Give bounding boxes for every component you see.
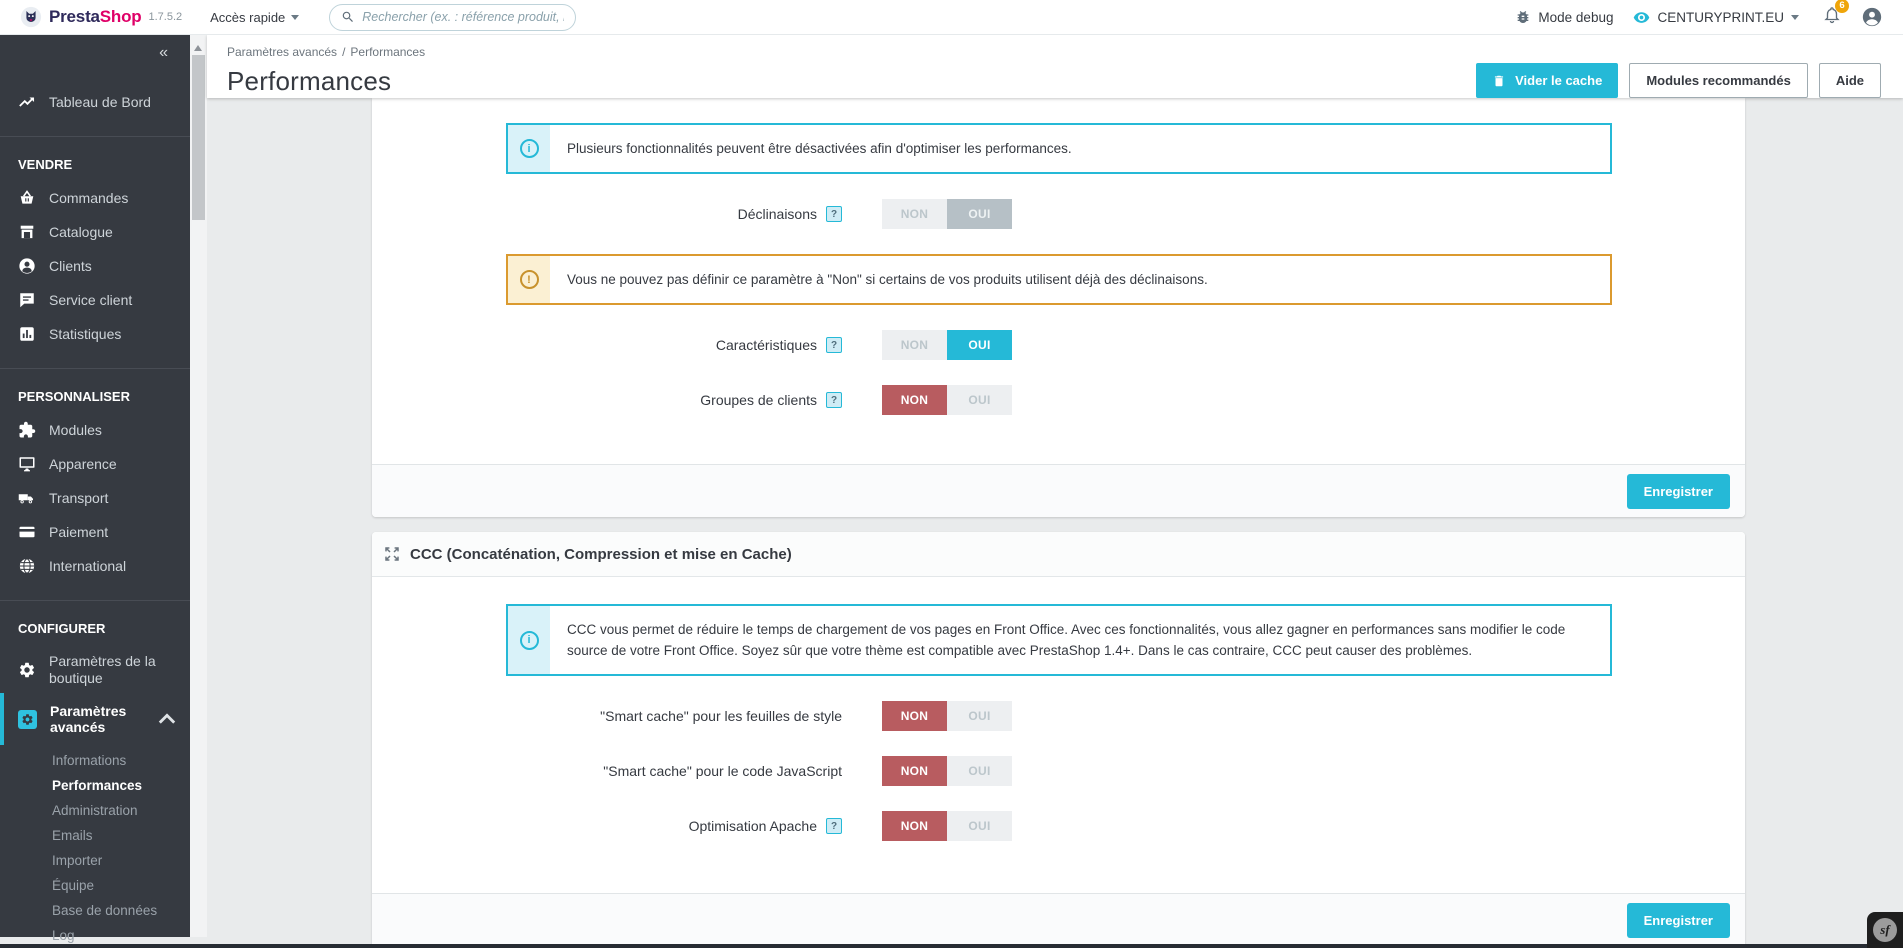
brand-wordmark: PrestaShop [49,7,142,26]
prestashop-cat-icon [20,6,42,28]
ccc-panel-header [372,532,1745,577]
clear-cache-button[interactable]: Vider le cache [1476,63,1618,98]
help-icon[interactable]: ? [826,337,842,353]
trash-icon [1492,74,1506,88]
toggle-non[interactable]: NON [882,701,947,731]
caracteristiques-toggle [882,330,1012,360]
shop-switcher[interactable] [1633,9,1799,26]
breadcrumb: Paramètres avancés / Performances [227,45,426,59]
sidebar [0,35,190,943]
declinaisons-toggle [882,199,1012,229]
sidebar-item-commandes[interactable]: Commandes [0,181,190,215]
toggle-oui[interactable]: OUI [947,701,1012,731]
ccc-info-alert [506,604,1612,676]
help-icon[interactable]: ? [826,206,842,222]
search-input[interactable] [362,10,564,24]
ccc-panel-footer [372,893,1745,946]
smart-cache-css-toggle [882,701,1012,731]
sidebar-item-transport[interactable]: Transport [0,481,190,515]
toggle-oui[interactable]: OUI [947,199,1012,229]
sidebar-item-service-client[interactable]: Service client [0,283,190,317]
monitor-icon [18,455,36,473]
sidebar-collapse-button[interactable]: « [159,44,168,61]
info-icon: i [520,139,539,158]
quick-access-dropdown[interactable]: Accès rapide [210,10,299,25]
toggle-non[interactable]: NON [882,199,947,229]
submenu-item-log[interactable]: Log [52,928,75,943]
toggle-oui[interactable]: OUI [947,330,1012,360]
breadcrumb-parent[interactable]: Paramètres avancés [227,45,338,59]
warning-alert-text: Vous ne pouvez pas définir ce paramètre à "Non" si certains de vos produits utilisent déjà des déclinaisons. [550,256,1610,303]
bug-icon [1515,9,1531,25]
setting-label: Déclinaisons [737,206,817,222]
symfony-profiler-badge[interactable] [1867,912,1903,948]
version-label: 1.7.5.2 [148,11,183,23]
setting-row-smart-cache-js [372,756,1745,786]
scrollbar-thumb[interactable] [192,55,205,220]
chevron-up-icon [158,710,176,728]
setting-row-groupes-clients [372,385,1745,415]
avatar[interactable] [1861,6,1883,28]
sidebar-item-parametres-avances[interactable]: Paramètres avancés [0,695,190,743]
search-icon [341,10,355,24]
credit-card-icon [18,523,36,541]
page-header [207,35,1903,98]
setting-label: Optimisation Apache [688,818,817,834]
sidebar-scrollbar[interactable] [190,35,207,937]
help-icon[interactable]: ? [826,392,842,408]
bar-chart-icon [18,325,36,343]
info-alert-text: Plusieurs fonctionnalités peuvent être désactivées afin d'optimiser les performances. [550,125,1610,172]
caret-down-icon [1791,15,1799,24]
prestashop-logo[interactable] [20,6,141,28]
toggle-non[interactable]: NON [882,385,947,415]
recommended-modules-button[interactable]: Modules recommandés [1629,63,1808,98]
ccc-info-alert-text: CCC vous permet de réduire le temps de chargement de vos pages en Front Office. Avec ces fonctionnalités, vous allez gagner en performances sans modifier le code source de votre Front Office. Soyez sûr que votre thème est compatible avec PrestaShop 1.4+. Dans le cas contraire, CCC peut causer des problèmes. [550,606,1610,674]
smart-cache-js-toggle [882,756,1012,786]
notification-count-badge: 6 [1835,0,1849,13]
submenu-item-administration[interactable]: Administration [52,803,138,818]
eye-icon [1633,9,1650,26]
search-bar[interactable] [329,4,576,31]
setting-row-smart-cache-css [372,701,1745,731]
setting-label: Caractéristiques [715,337,817,353]
sidebar-item-paiement[interactable]: Paiement [0,515,190,549]
general-settings-panel [372,98,1745,517]
setting-label: Groupes de clients [700,392,817,408]
toggle-non[interactable]: NON [882,330,947,360]
sidebar-divider [0,600,190,601]
scrollbar-up-arrow-icon[interactable] [194,41,202,51]
setting-row-caracteristiques [372,330,1745,360]
sidebar-item-dashboard[interactable]: Tableau de Bord [0,85,190,119]
truck-icon [18,489,36,507]
toggle-non[interactable]: NON [882,756,947,786]
breadcrumb-current: Performances [350,45,426,59]
ccc-panel-title: CCC (Concaténation, Compression et mise en Cache) [410,545,792,563]
settings-applications-icon [18,710,37,729]
notifications-bell[interactable] [1823,0,1845,29]
topbar [0,0,1903,35]
general-panel-footer [372,464,1745,517]
shopping-basket-icon [18,189,36,207]
chat-icon [18,291,36,309]
debug-toolbar-bar [0,944,1903,948]
puzzle-icon [18,421,36,439]
submenu-item-emails[interactable]: Emails [52,828,93,843]
sidebar-item-statistiques[interactable]: Statistiques [0,317,190,351]
sidebar-item-clients[interactable]: Clients [0,249,190,283]
save-button[interactable]: Enregistrer [1627,903,1730,938]
sidebar-section-vendre: VENDRE [18,157,73,172]
submenu-item-importer[interactable]: Importer [52,853,103,868]
debug-mode[interactable] [1515,9,1613,25]
info-alert [506,123,1612,174]
submenu-item-informations[interactable]: Informations [52,753,127,768]
sidebar-item-apparence[interactable]: Apparence [0,447,190,481]
help-button[interactable]: Aide [1819,63,1881,98]
advanced-settings-submenu [0,743,190,948]
page-title: Performances [227,66,392,96]
debug-label: Mode debug [1538,9,1614,25]
toggle-oui[interactable]: OUI [947,756,1012,786]
sidebar-divider [0,136,190,137]
warning-alert [506,254,1612,305]
info-icon: i [520,631,539,650]
setting-label: "Smart cache" pour le code JavaScript [603,763,842,779]
shop-name: CENTURYPRINT.EU [1657,9,1784,25]
toggle-non[interactable]: NON [882,811,947,841]
warning-icon: ! [520,270,539,289]
sidebar-item-international[interactable]: International [0,549,190,583]
submenu-item-base-de-donnees[interactable]: Base de données [52,903,158,918]
submenu-item-performances[interactable]: Performances [52,778,143,793]
groupes-clients-toggle [882,385,1012,415]
sidebar-item-parametres-boutique[interactable]: Paramètres de la boutique [0,645,190,695]
submenu-item-equipe[interactable]: Équipe [52,878,95,893]
sidebar-section-personnaliser: PERSONNALISER [18,389,130,404]
expand-icon[interactable] [384,546,400,562]
optimisation-apache-toggle [882,811,1012,841]
symfony-logo-icon: sf [1873,918,1897,942]
globe-icon [18,557,36,575]
ccc-panel [372,532,1745,946]
sidebar-item-modules[interactable]: Modules [0,413,190,447]
caret-down-icon [291,15,299,24]
help-icon[interactable]: ? [826,818,842,834]
content-area [207,98,1903,946]
sidebar-divider [0,368,190,369]
save-button[interactable]: Enregistrer [1627,474,1730,509]
toggle-oui[interactable]: OUI [947,385,1012,415]
setting-label: "Smart cache" pour les feuilles de style [600,708,842,724]
setting-row-declinaisons [372,199,1745,229]
person-circle-icon [18,257,36,275]
gear-icon [18,661,36,679]
toggle-oui[interactable]: OUI [947,811,1012,841]
setting-row-optimisation-apache [372,811,1745,841]
store-icon [18,223,36,241]
sidebar-item-catalogue[interactable]: Catalogue [0,215,190,249]
sidebar-section-configurer: CONFIGURER [18,621,106,636]
trending-up-icon [18,93,36,111]
